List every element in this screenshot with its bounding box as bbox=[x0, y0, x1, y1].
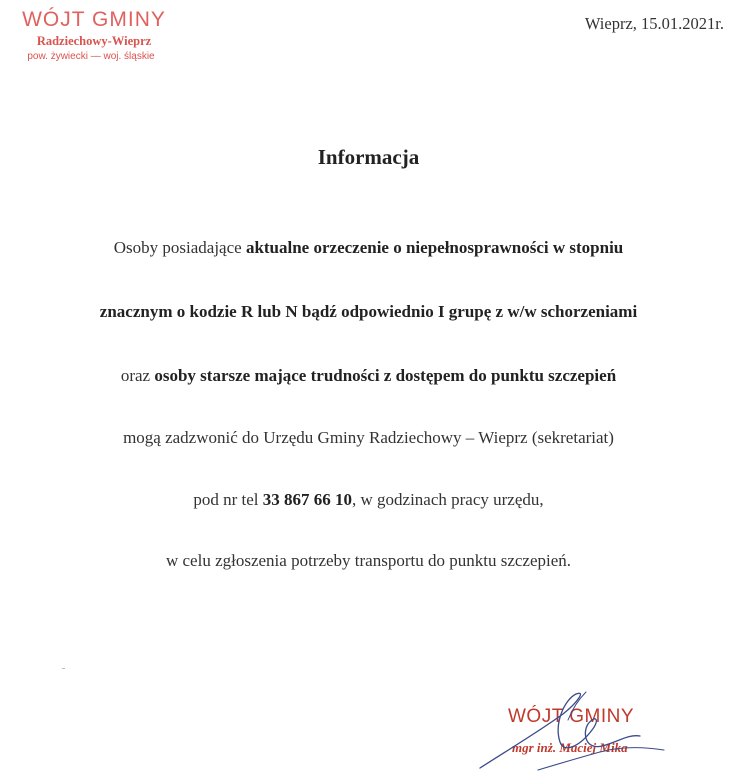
header-stamp-title: WÓJT GMINY bbox=[22, 8, 166, 31]
body-line-4: mogą zadzwonić do Urzędu Gminy Radziechowy – Wieprz (sekretariat) bbox=[123, 428, 614, 447]
body-line-3 bbox=[0, 366, 737, 386]
body-line-6: w celu zgłoszenia potrzeby transportu do punktu szczepień. bbox=[165, 551, 572, 570]
body-line-3-normal: oraz bbox=[120, 366, 155, 385]
signature-stamp bbox=[468, 680, 728, 776]
phone-number: 33 867 66 10 bbox=[262, 490, 352, 509]
document-heading: Informacja bbox=[317, 145, 420, 169]
body-line-5-prefix: pod nr tel bbox=[193, 490, 263, 509]
header-stamp bbox=[6, 8, 182, 63]
scan-speck bbox=[62, 668, 65, 669]
body-line-1-normal: Osoby posiadające bbox=[113, 238, 246, 257]
signature-stamp-name: mgr inż. Maciej Mika bbox=[512, 740, 628, 755]
body-line-5 bbox=[0, 490, 737, 510]
body-line-2-bold: znacznym o kodzie R lub N bądź odpowiednio I grupę z w/w schorzeniami bbox=[99, 302, 638, 321]
body-line-5-suffix: , w godzinach pracy urzędu, bbox=[352, 490, 544, 509]
handwritten-signature bbox=[468, 680, 728, 776]
header-stamp-subtitle: Radziechowy-Wieprz bbox=[36, 34, 152, 48]
header-stamp-region: pow. żywiecki — woj. śląskie bbox=[27, 51, 155, 62]
body-line-2 bbox=[0, 302, 737, 322]
body-line-1-bold: aktualne orzeczenie o niepełnosprawności w stopniu bbox=[245, 238, 624, 257]
signature-stamp-title: WÓJT GMINY bbox=[508, 706, 635, 727]
body-line-1 bbox=[0, 238, 737, 258]
document-date: Wieprz, 15.01.2021r. bbox=[584, 14, 724, 33]
body-line-3-bold: osoby starsze mające trudności z dostępem do punktu szczepień bbox=[154, 366, 617, 385]
